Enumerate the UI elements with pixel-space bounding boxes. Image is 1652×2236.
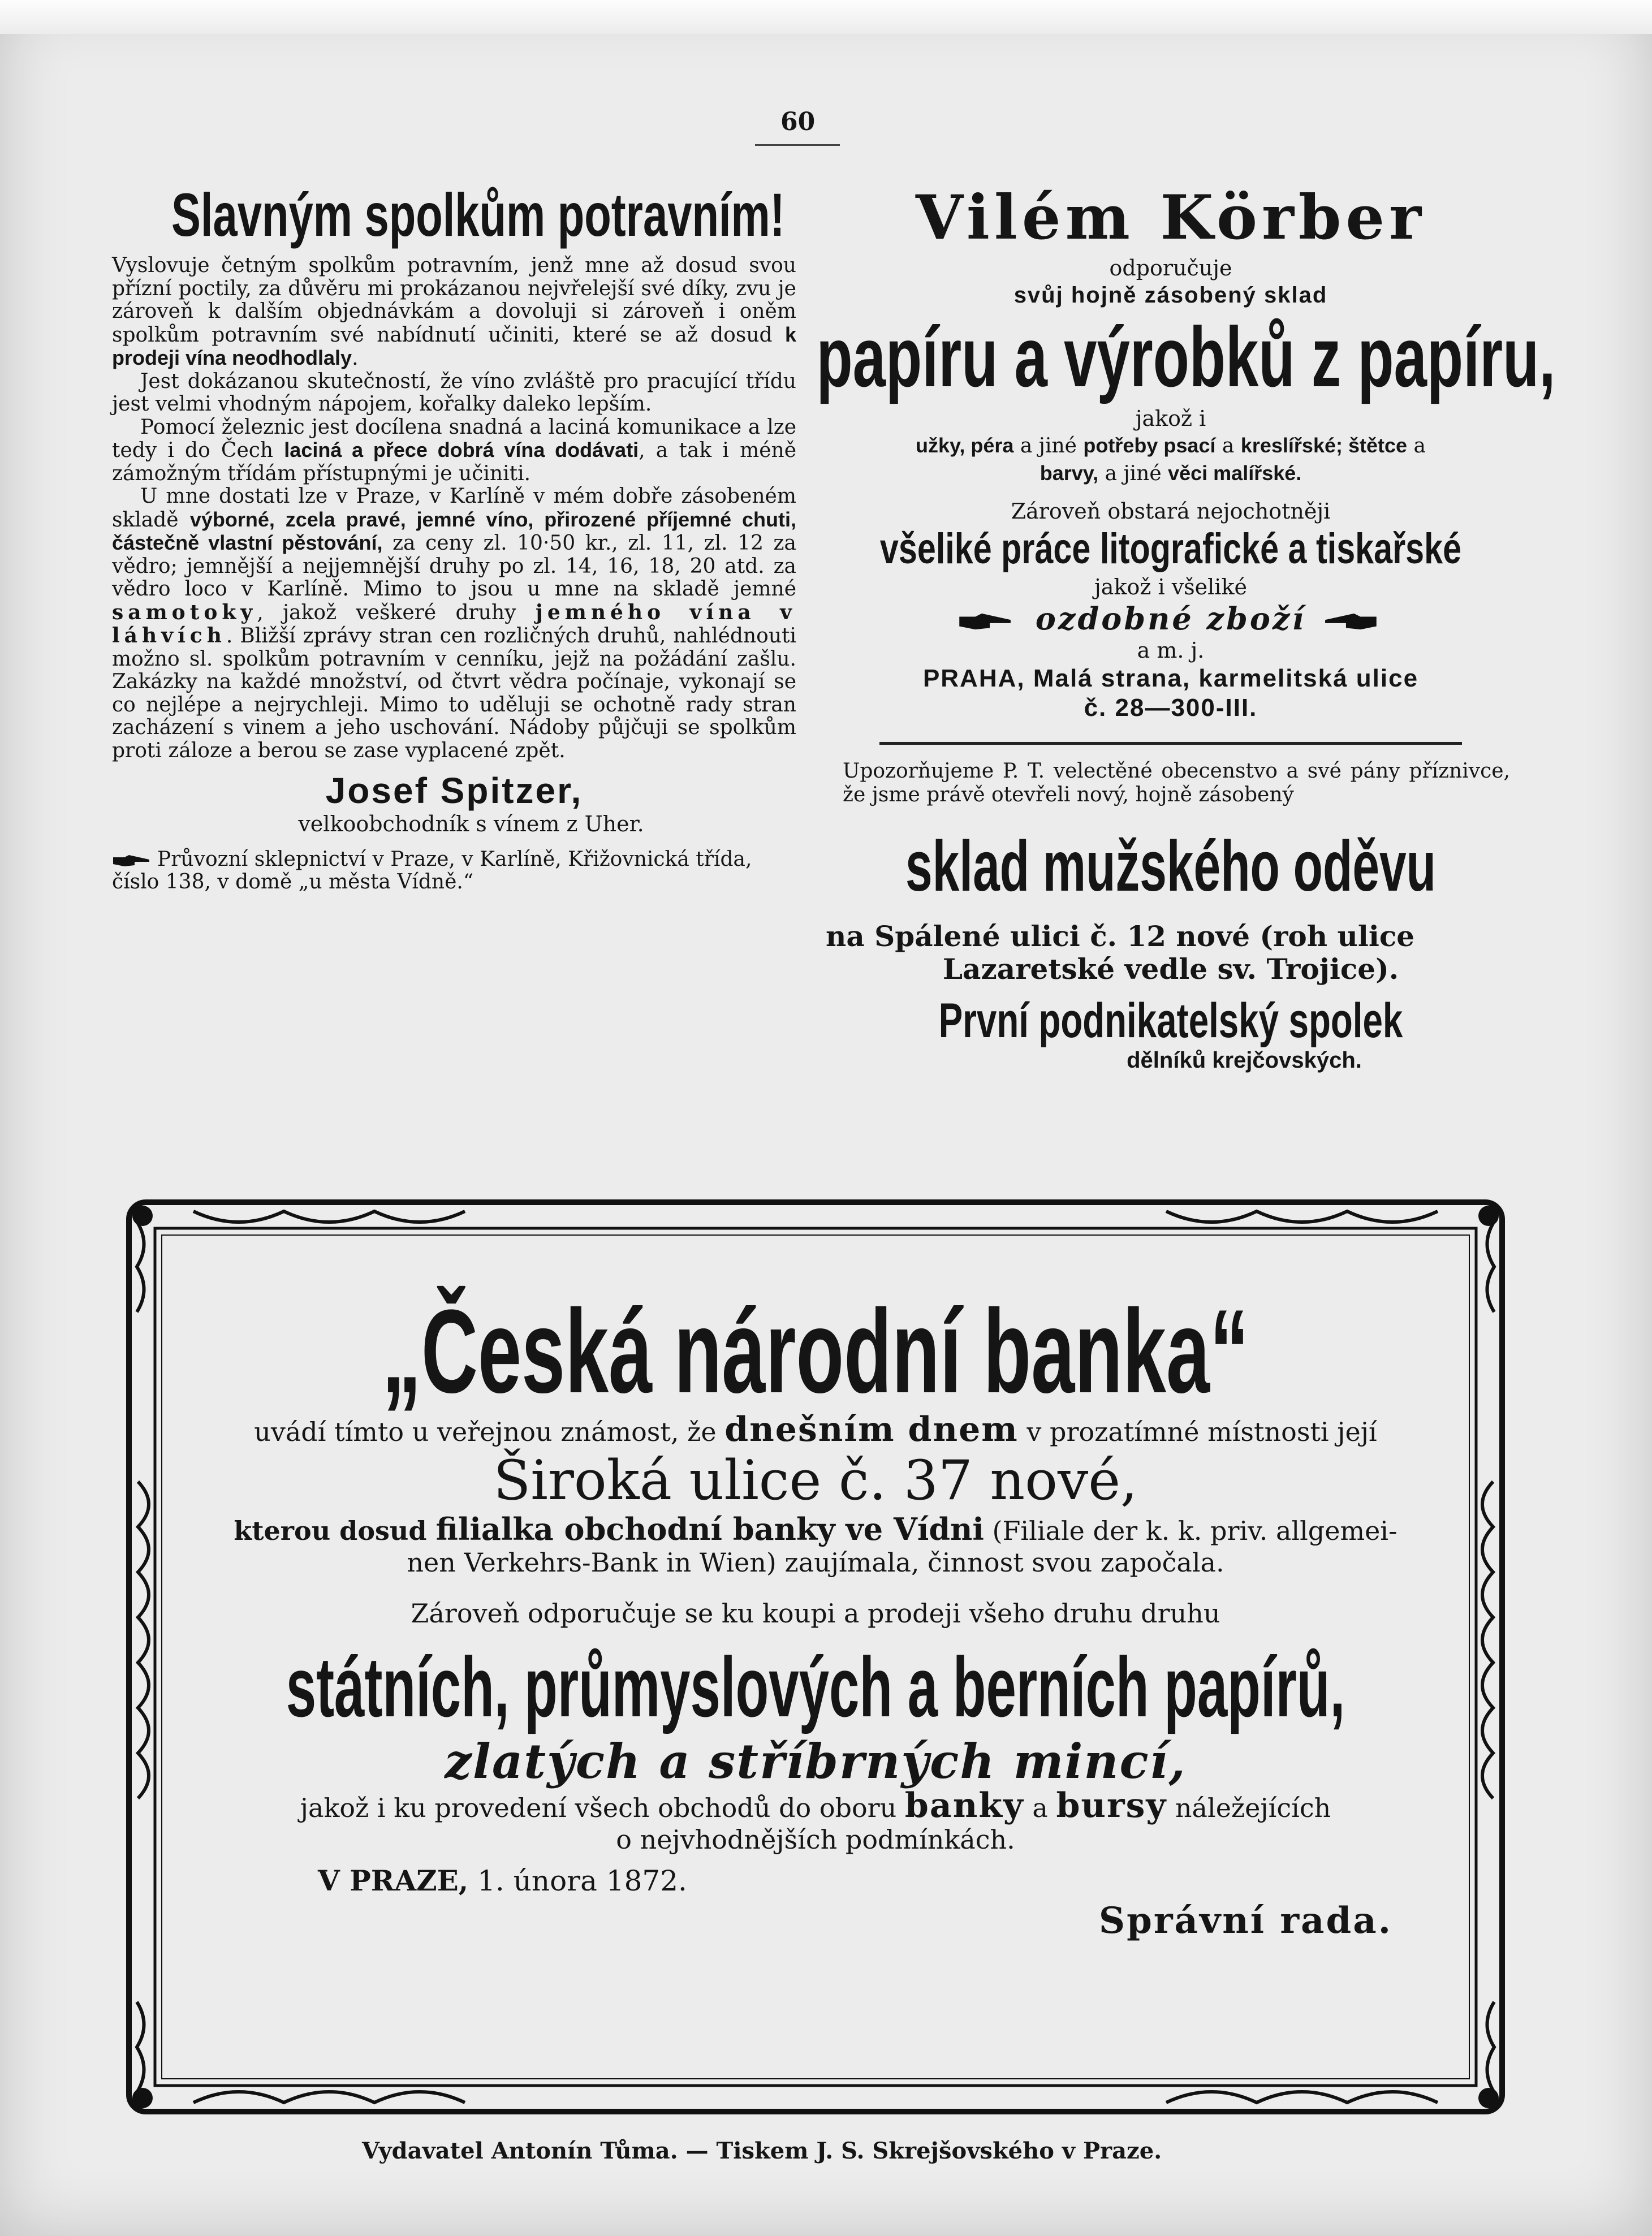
wine-ad-paragraph bbox=[112, 254, 796, 370]
spaced-text-run: samotoky bbox=[112, 600, 257, 624]
text-run: náležejících bbox=[1167, 1793, 1331, 1823]
imprint-footer bbox=[362, 2138, 1162, 2164]
dateline bbox=[318, 1863, 1398, 1898]
text-run: v prozatímné místnosti její bbox=[1018, 1417, 1377, 1447]
text-run: 1. února 1872. bbox=[468, 1864, 687, 1897]
wine-ad-body bbox=[112, 254, 796, 762]
location-line: na Spálené ulici č. 12 nové (roh ulice bbox=[826, 920, 1415, 953]
advertiser-name: Vilém Körber bbox=[915, 182, 1426, 253]
ornamental-goods-line bbox=[820, 601, 1521, 637]
text-run: (Filiale der k. k. priv. allgemei- bbox=[984, 1516, 1397, 1546]
ornamental-goods-text: ozdobné zboží bbox=[1035, 601, 1306, 637]
text-run: , jakož veškeré druhy bbox=[257, 601, 536, 624]
decorative-text-run: bursy bbox=[1056, 1786, 1167, 1825]
page-edge bbox=[0, 0, 1652, 34]
bold-text-run: potřeby psací bbox=[1083, 434, 1216, 457]
signature-role: velkoobchodník s vínem z Uher. bbox=[298, 811, 644, 836]
text-run: . Bližší zprávy stran cen rozličných druhů, nahlédnouti možno sl. spolkům potravním v cenníku, jejž na požádání zašlu. Zakázky na každé množství, od čtvrt vědra počínaje, vykonají se co nejlépe a nejrychleji. Mimo to uděluji se ochotně rady stran zacházení s vinem a jeho uschování. Nádoby půjčuji se spolkům proti záloze a berou se zase vyplacené zpět. bbox=[112, 624, 796, 762]
pointing-hand-icon bbox=[112, 854, 152, 867]
bank-line bbox=[233, 1410, 1398, 1449]
ad-line bbox=[820, 432, 1521, 460]
cellar-footnote bbox=[112, 848, 796, 893]
pointing-hand-icon bbox=[1319, 612, 1381, 631]
bank-line: o nejvhodnějších podmínkách. bbox=[616, 1824, 1015, 1855]
text-run: v Praze. bbox=[1054, 2138, 1162, 2164]
clothing-headline: sklad mužského oděvu bbox=[905, 826, 1436, 906]
printer-name: J. S. Skrejšovského bbox=[816, 2138, 1054, 2164]
tailor-notice: Upozorňujeme P. T. velectěné obecenstvo a své pány příznivce, že jsme právě otevřeli nový, hojně zásobený bbox=[843, 759, 1510, 806]
address-line: č. 28—300-III. bbox=[1084, 694, 1258, 722]
pointing-hand-icon bbox=[955, 612, 1017, 631]
ad-line: svůj hojně zásobený sklad bbox=[1013, 283, 1328, 308]
bank-line: Zároveň odporučuje se ku koupi a prodeji všeho druhu druhu bbox=[411, 1598, 1220, 1629]
decorative-text-run: dnešním dnem bbox=[724, 1410, 1019, 1449]
header-rule bbox=[755, 144, 840, 146]
text-run: uvádí tímto u veřejnou známost, že bbox=[254, 1417, 725, 1447]
coins-headline: zlatých a stříbrných mincí, bbox=[445, 1733, 1187, 1789]
ad-line bbox=[820, 460, 1521, 487]
bold-text-run: barvy, bbox=[1039, 461, 1099, 485]
ad-line: Zároveň obstará nejochotněji bbox=[1011, 499, 1331, 524]
bold-text-run: kreslířské; štětce bbox=[1240, 434, 1408, 457]
wine-ad-paragraph bbox=[112, 416, 796, 486]
text-run: U mne dostati lze v Praze, v Karlíně v mém dobře zásobeném skladě bbox=[112, 485, 796, 532]
text-run: a bbox=[1407, 434, 1426, 457]
wine-ad-paragraph bbox=[112, 485, 796, 762]
bold-text-run: kterou dosud bbox=[234, 1516, 436, 1546]
text-run: a bbox=[1024, 1793, 1056, 1823]
bank-line: nen Verkehrs-Bank in Wien) zaujímala, činnost svou započala. bbox=[407, 1547, 1224, 1578]
bold-text-run: výborné, zcela pravé, jemné víno, přirozené příjemné chuti, částečně vlastní pěstování, bbox=[112, 507, 796, 554]
text-run: Vyslovuje četným spolkům potravním, jenž mne až dosud svou přízní poctily, za důvěru mi prokázanou nejvřelejší své díky, zvu je zároveň k dalším objednávkám a dovoluji si zároveň i oněm spolkům potravním své nabídnutí učiniti, které se až dosud bbox=[112, 254, 796, 347]
wine-advertisement bbox=[112, 181, 796, 893]
bank-line bbox=[233, 1513, 1398, 1547]
bold-text-run: laciná a přece dobrá vína dodávati bbox=[284, 438, 639, 461]
decorative-text-run: banky bbox=[904, 1786, 1024, 1825]
text-run: za ceny zl. 10·50 kr., zl. 11, zl. 12 za vědro; jemnější a nejjemnější druhy po zl. 14, 16, 18, 20 atd. za vědro loco v Karlíně. Mimo to jsou u mne na skladě jemné bbox=[112, 532, 796, 601]
publisher-name: Antonín Tůma. bbox=[491, 2138, 678, 2164]
text-run: Jest dokázanou skutečností, že víno zvláště pro pracující třídu jest velmi vhodným nápojem, kořalky daleko lepším. bbox=[112, 369, 796, 416]
text-run: . bbox=[352, 347, 359, 370]
ad-line: jakož i všeliké bbox=[1094, 575, 1247, 599]
footnote-text: Průvozní sklepnictví v Praze, v Karlíně, Křižovnická třída, číslo 138, v domě „u města Vídně.“ bbox=[112, 848, 752, 893]
bold-text-run: užky, péra bbox=[916, 434, 1014, 457]
text-run: , a tak i méně zámožným třídám přístupnými je učiniti. bbox=[112, 439, 796, 485]
bold-text-run: V PRAZE, bbox=[318, 1864, 469, 1897]
bank-ad-content bbox=[233, 1285, 1398, 1944]
text-run: a jiné bbox=[1098, 462, 1168, 485]
ad-line: jakož i bbox=[1135, 406, 1206, 431]
bank-advertisement bbox=[126, 1199, 1506, 2115]
spaced-text-run: jemného vína v láhvích bbox=[112, 600, 796, 648]
korber-advertisement bbox=[816, 181, 1556, 1073]
organisation-subtitle: dělníků krejčovských. bbox=[1127, 1048, 1362, 1073]
wine-ad-paragraph bbox=[112, 370, 796, 416]
column-divider bbox=[879, 742, 1462, 745]
bank-address: Široká ulice č. 37 nové, bbox=[493, 1449, 1138, 1512]
address-line: PRAHA, Malá strana, karmelitská ulice bbox=[922, 664, 1419, 692]
ad-line: odporučuje bbox=[1109, 256, 1232, 280]
bold-text-run: věci malířské. bbox=[1168, 461, 1302, 485]
text-run: Vydavatel bbox=[362, 2138, 491, 2164]
wine-ad-title: Slavným spolkům potravním! bbox=[171, 180, 785, 249]
ad-line: a m. j. bbox=[1137, 638, 1205, 663]
bold-text-run: filialka obchodní banky ve Vídni bbox=[435, 1511, 984, 1547]
bold-text-run: k prodeji vína neodhodlaly bbox=[112, 322, 796, 369]
bank-title: „Česká národní banka“ bbox=[382, 1285, 1249, 1418]
paper-headline: papíru a výrobků z papíru, bbox=[816, 309, 1556, 404]
text-run: — Tiskem bbox=[678, 2138, 817, 2164]
page-number: 60 bbox=[780, 107, 816, 136]
text-run: jakož i ku provedení všech obchodů do oboru bbox=[300, 1793, 905, 1823]
text-run: a bbox=[1215, 434, 1241, 457]
organisation-name: První podnikatelský spolek bbox=[938, 994, 1403, 1048]
text-run: a jiné bbox=[1013, 434, 1084, 457]
printing-headline: všeliké práce litografické a tiskařské bbox=[879, 525, 1462, 573]
signature-name: Josef Spitzer, bbox=[325, 770, 583, 811]
location-line: Lazaretské vedle sv. Trojice). bbox=[942, 952, 1399, 986]
signatory: Správní rada. bbox=[1098, 1900, 1392, 1942]
bank-line bbox=[233, 1786, 1398, 1825]
securities-headline: státních, průmyslových a berních papírů, bbox=[286, 1639, 1345, 1734]
text-run: Pomocí železnic jest docílena snadná a laciná komunikace a lze tedy i do Čech bbox=[112, 415, 796, 462]
